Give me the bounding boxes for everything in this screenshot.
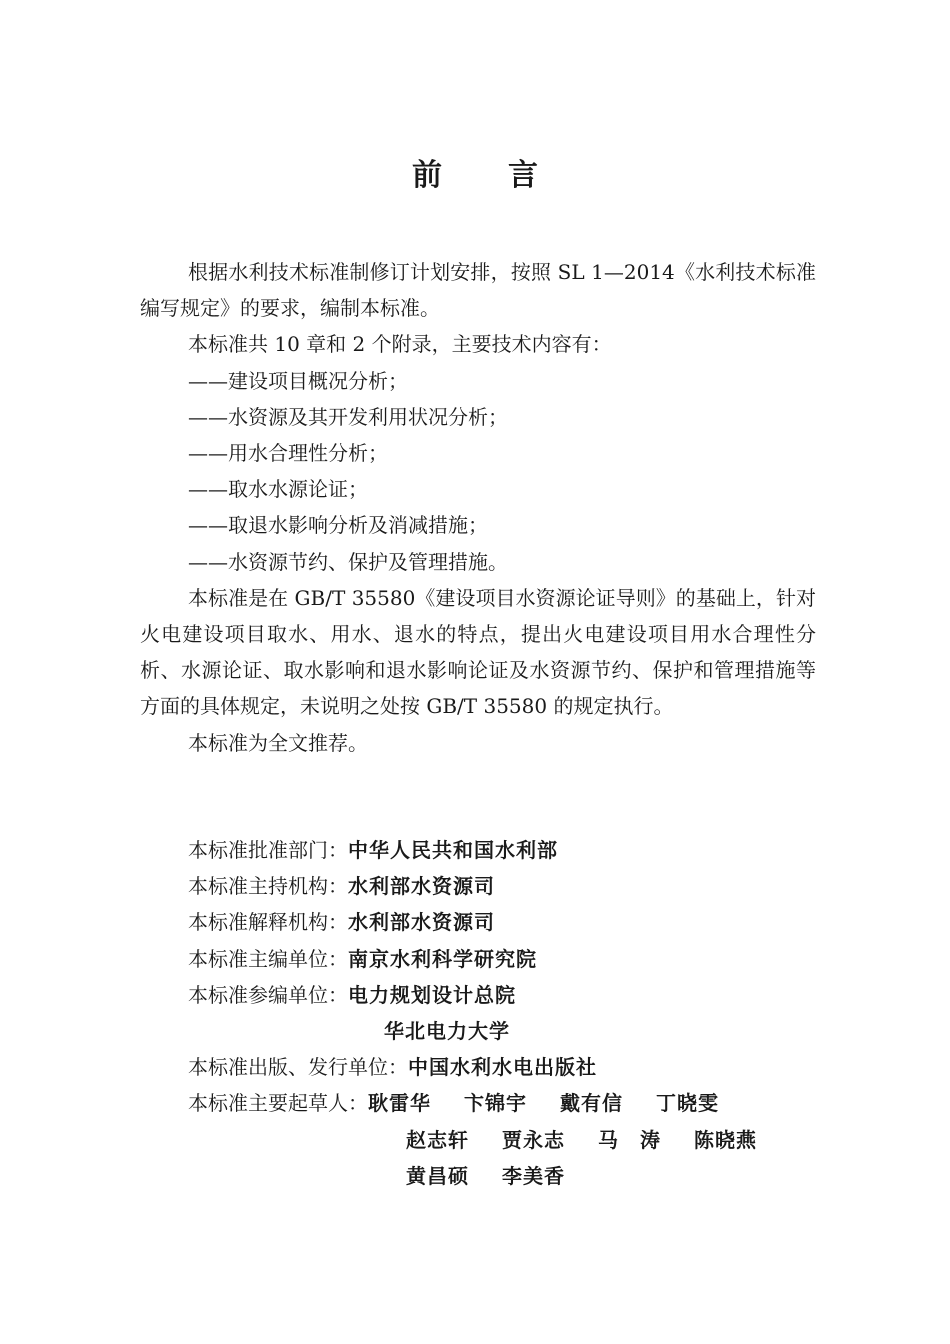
credit-value: 华北电力大学 (384, 1019, 510, 1044)
drafter-name: 马 涛 (598, 1127, 661, 1152)
list-item: ——取水水源论证； (188, 477, 368, 502)
credit-label: 本标准参编单位： (188, 982, 348, 1007)
credit-label: 本标准主持机构： (188, 874, 348, 899)
list-item: ——水资源节约、保护及管理措施。 (188, 549, 508, 574)
drafter-name: 耿雷华 (368, 1091, 431, 1116)
credit-publisher (188, 1049, 828, 1085)
list-item: ——取退水影响分析及消减措施； (188, 513, 488, 538)
credit-value: 水利部水资源司 (348, 874, 495, 899)
paragraph-contents: 本标准共 10 章和 2 个附录，主要技术内容有： (188, 332, 612, 357)
credit-value: 电力规划设计总院 (348, 982, 516, 1007)
drafter-name: 贾永志 (502, 1127, 565, 1152)
drafter-name: 赵志轩 (406, 1127, 469, 1152)
drafter-row (188, 1122, 828, 1158)
credit-chief-editor (188, 941, 828, 977)
drafter-name: 黄昌硕 (406, 1163, 469, 1188)
credit-interpret (188, 904, 828, 940)
page-title: 前言 (412, 158, 604, 193)
drafter-name: 丁晓雯 (656, 1091, 719, 1116)
credit-value: 南京水利科学研究院 (348, 946, 537, 971)
drafter-name: 戴有信 (560, 1091, 623, 1116)
list-item: ——建设项目概况分析； (188, 368, 408, 393)
credits-block (188, 832, 828, 1194)
drafter-names (368, 1085, 752, 1121)
credit-value: 中国水利水电出版社 (408, 1055, 597, 1080)
credit-co-editor-continued (188, 1013, 828, 1049)
credit-drafters (188, 1085, 828, 1121)
credit-label: 本标准解释机构： (188, 910, 348, 935)
preface-body (140, 254, 816, 761)
list-item: ——水资源及其开发利用状况分析； (188, 404, 508, 429)
credit-value: 中华人民共和国水利部 (348, 838, 558, 862)
paragraph-recommendation: 本标准为全文推荐。 (188, 730, 368, 755)
credit-host (188, 868, 828, 904)
drafter-name: 陈晓燕 (694, 1127, 757, 1152)
credit-label: 本标准批准部门： (188, 838, 348, 862)
paragraph-intro: 根据水利技术标准制修订计划安排，按照 SL 1—2014《水利技术标准编写规定》的要求，编制本标准。 (140, 260, 816, 321)
paragraph-basis: 本标准是在 GB/T 35580《建设项目水资源论证导则》的基础上，针对火电建设项目取水、用水、退水的特点，提出火电建设项目用水合理性分析、水源论证、取水影响和退水影响论证及水资源节约、保护和管理措施等方面的具体规定，未说明之处按 GB/T 35580 的规定执行。 (140, 585, 816, 719)
drafter-row (188, 1158, 828, 1194)
credit-label: 本标准出版、发行单位： (188, 1055, 408, 1080)
drafter-row (368, 1085, 752, 1121)
credit-value: 水利部水资源司 (348, 910, 495, 935)
credit-co-editor (188, 977, 828, 1013)
drafter-name: 李美香 (502, 1163, 565, 1188)
drafter-name: 卞锦宇 (464, 1091, 527, 1116)
credit-label: 本标准主编单位： (188, 946, 348, 971)
credit-approval (188, 832, 828, 868)
credit-label: 本标准主要起草人： (188, 1091, 368, 1116)
list-item: ——用水合理性分析； (188, 441, 388, 466)
